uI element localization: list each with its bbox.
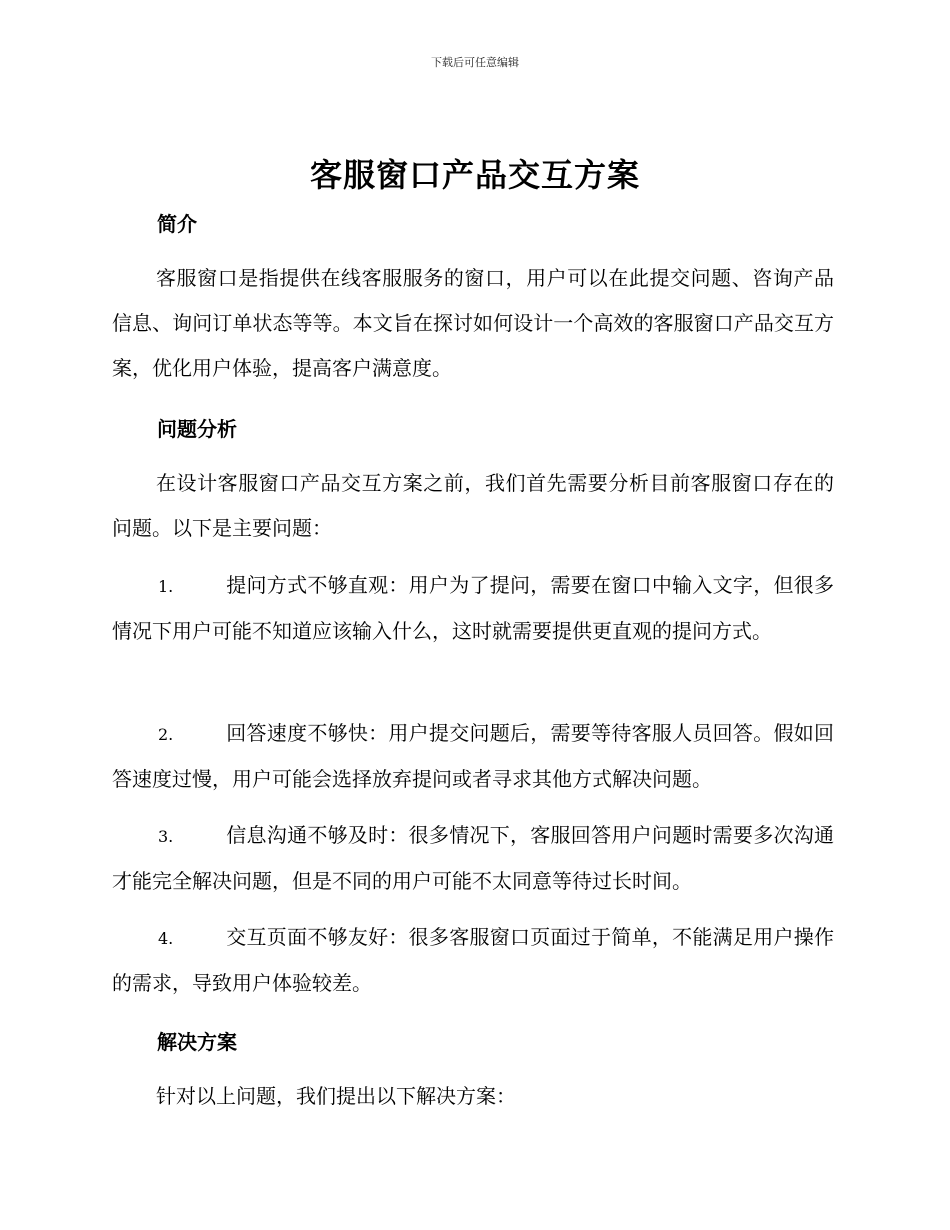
solution-paragraph: 针对以上问题，我们提出以下解决方案：: [156, 1084, 516, 1108]
list-item-text: 回答速度不够快：用户提交问题后，需要等待客服人员回答。假如回答速度过慢，用户可能会选择放弃提问或者寻求其他方式解决问题。: [112, 721, 834, 791]
section-heading-analysis: 问题分析: [157, 417, 237, 441]
list-item-number: 1.: [158, 577, 174, 596]
list-item-text: 交互页面不够友好：很多客服窗口页面过于简单，不能满足用户操作的需求，导致用户体验较差。: [112, 925, 834, 995]
list-item-number: 2.: [158, 725, 174, 744]
list-item-number: 4.: [158, 929, 174, 948]
intro-paragraph: 客服窗口是指提供在线客服服务的窗口，用户可以在此提交问题、咨询产品信息、询问订单状态等等。本文旨在探讨如何设计一个高效的客服窗口产品交互方案，优化用户体验，提高客户满意度。: [112, 266, 834, 380]
section-heading-solution: 解决方案: [157, 1030, 237, 1054]
list-item-text: 提问方式不够直观：用户为了提问，需要在窗口中输入文字，但很多情况下用户可能不知道应该输入什么，这时就需要提供更直观的提问方式。: [112, 573, 834, 643]
section-heading-intro: 简介: [157, 212, 197, 236]
analysis-paragraph: 在设计客服窗口产品交互方案之前，我们首先需要分析目前客服窗口存在的问题。以下是主要问题：: [112, 471, 834, 540]
list-item-text: 信息沟通不够及时：很多情况下，客服回答用户问题时需要多次沟通才能完全解决问题，但是不同的用户可能不太同意等待过长时间。: [112, 823, 834, 893]
list-item: [112, 711, 834, 802]
list-item-number: 3.: [158, 827, 174, 846]
list-item: [112, 813, 834, 904]
document-title: 客服窗口产品交互方案: [309, 156, 640, 194]
header-note: 下载后可任意编辑: [431, 56, 519, 69]
list-item: [112, 915, 834, 1006]
list-item: [112, 563, 834, 654]
